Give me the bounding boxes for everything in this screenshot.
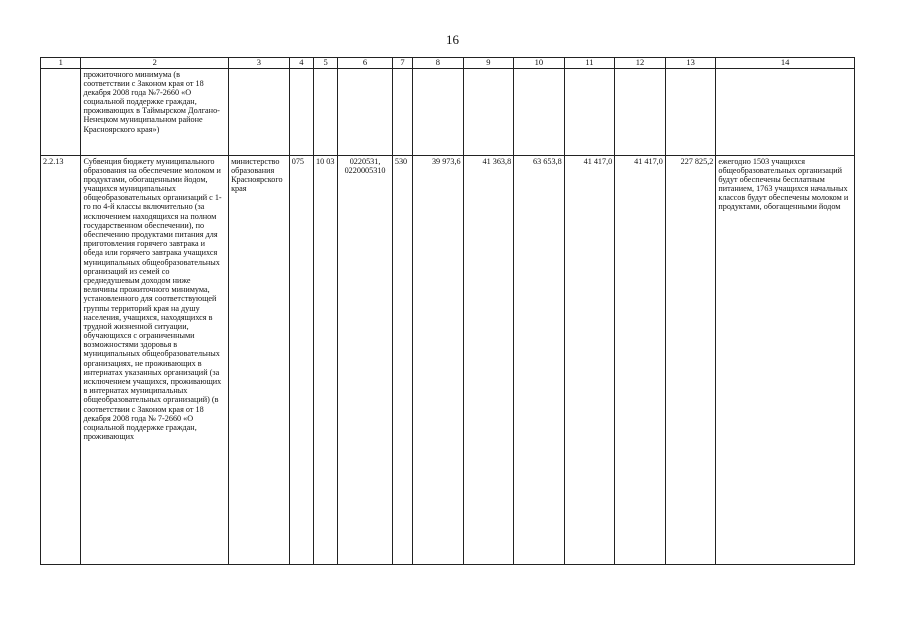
column-number-cell: 13 (665, 58, 716, 69)
column-number-cell: 6 (338, 58, 393, 69)
column-number-cell: 5 (313, 58, 337, 69)
empty-cell (392, 68, 412, 155)
column-number-cell: 4 (289, 58, 313, 69)
row-grbs: 075 (289, 155, 313, 564)
empty-cell (313, 68, 337, 155)
row-value-9: 41 363,8 (463, 155, 514, 564)
row-csr: 0220531, 0220005310 (338, 155, 393, 564)
empty-cell (564, 68, 615, 155)
row-rzpr: 10 03 (313, 155, 337, 564)
column-number-row (41, 58, 855, 69)
continued-description: прожиточного минимума (в соответствии с Законом края от 18 декабря 2008 года №7-2660 «О социальной поддержке граждан, проживающих в Таймырском Долгано-Ненецком муниципальном районе Красноярского края») (81, 68, 229, 155)
row-number: 2.2.13 (41, 155, 81, 564)
page-number: 16 (446, 32, 459, 47)
continued-row (41, 68, 855, 155)
column-number-cell: 14 (716, 58, 855, 69)
empty-cell (289, 68, 313, 155)
empty-cell (665, 68, 716, 155)
row-vr: 530 (392, 155, 412, 564)
row-value-8: 39 973,6 (413, 155, 464, 564)
empty-cell (615, 68, 666, 155)
row-value-10: 63 653,8 (514, 155, 565, 564)
row-executor: министерство образования Красноярского края (229, 155, 290, 564)
row-value-11: 41 417,0 (564, 155, 615, 564)
empty-cell (716, 68, 855, 155)
empty-cell (41, 68, 81, 155)
budget-table (40, 57, 855, 565)
empty-cell (338, 68, 393, 155)
row-result: ежегодно 1503 учащихся общеобразовательных организаций будут обеспечены бесплатным питанием, 1763 учащихся начальных классов будут обеспечены молоком и продуктами, обогащенными йодом (716, 155, 855, 564)
column-number-cell: 10 (514, 58, 565, 69)
row-value-12: 41 417,0 (615, 155, 666, 564)
empty-cell (413, 68, 464, 155)
empty-cell (229, 68, 290, 155)
empty-cell (463, 68, 514, 155)
table-row (41, 155, 855, 564)
column-number-cell: 3 (229, 58, 290, 69)
column-number-cell: 8 (413, 58, 464, 69)
column-number-cell: 2 (81, 58, 229, 69)
column-number-cell: 12 (615, 58, 666, 69)
column-number-cell: 11 (564, 58, 615, 69)
column-number-cell: 1 (41, 58, 81, 69)
row-description: Субвенция бюджету муниципального образования на обеспечение молоком и продуктами, обогащенными йодом, учащихся муниципальных общеобразовательных организаций с 1-го по 4-й классы включительно (за исключением находящихся на полном государственном обеспечении), по обеспечению продуктами питания для приготовления горячего завтрака и обеда или горячего завтрака учащихся муниципальных общеобразовательных организаций из семей со среднедушевым доходом ниже величины прожиточного минимума, установленного для соответствующей группы территорий края на душу населения, учащихся, находящихся в трудной жизненной ситуации, обучающихся с ограниченными возможностями здоровья в муниципальных общеобразовательных организациях, не проживающих в интернатах указанных организаций (за исключением учащихся, проживающих в интернатах муниципальных общеобразовательных организаций) (в соответствии с Законом края от 18 декабря 2008 года № 7-2660 «О социальной поддержке граждан, проживающих (81, 155, 229, 564)
column-number-cell: 7 (392, 58, 412, 69)
row-value-13: 227 825,2 (665, 155, 716, 564)
empty-cell (514, 68, 565, 155)
column-number-cell: 9 (463, 58, 514, 69)
